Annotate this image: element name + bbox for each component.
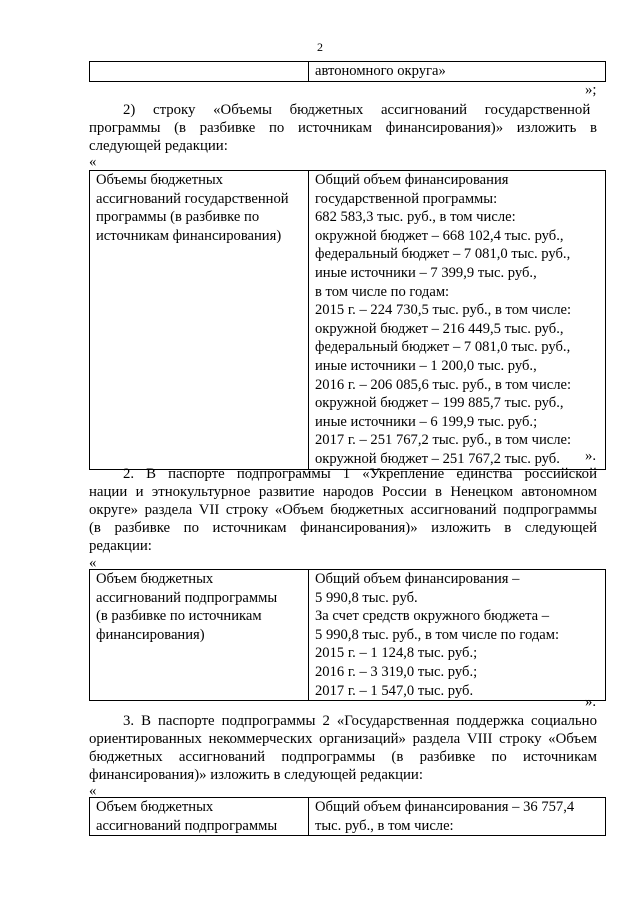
- table2-left-line: ассигнований подпрограммы: [96, 589, 278, 606]
- table1-right-line: федеральный бюджет – 7 081,0 тыс. руб.,: [315, 246, 571, 263]
- table2-left-line: Объем бюджетных: [96, 571, 214, 587]
- table2-left-line: (в разбивке по источникам: [96, 608, 262, 625]
- table1-right-line: 2015 г. – 224 730,5 тыс. руб., в том числе:: [315, 302, 572, 319]
- table1-right-line: 2017 г. – 251 767,2 тыс. руб., в том числе:: [315, 432, 572, 449]
- para3-line-1: 3. В паспорте подпрограммы 2 «Государственная поддержка социально: [123, 713, 597, 729]
- table2-left-cell: [90, 570, 309, 701]
- table3-left-line: Объем бюджетных: [96, 799, 214, 815]
- table1-right-line: окружной бюджет – 251 767,2 тыс. руб.: [315, 450, 560, 467]
- table1-right-line: окружной бюджет – 199 885,7 тыс. руб.,: [315, 395, 564, 412]
- table1-right-line: иные источники – 6 199,9 тыс. руб.;: [315, 413, 538, 430]
- para3-line-2: ориентированных некоммерческих организаций» раздела VIII строку «Объем: [89, 731, 597, 747]
- para2-line-5: редакции:: [89, 538, 152, 554]
- table1-left-line: источникам финансирования): [96, 227, 282, 244]
- para1-line-2: программы (в разбивке по источникам финансирования)» изложить в: [89, 120, 597, 136]
- table3: [89, 797, 606, 836]
- para3-line-3: бюджетных ассигнований подпрограммы (в разбивке по источникам: [89, 749, 597, 765]
- table1-left-line: программы (в разбивке по: [96, 209, 260, 226]
- table1-right-line: окружной бюджет – 668 102,4 тыс. руб.,: [315, 227, 564, 244]
- table1-right-cell: [309, 171, 606, 470]
- table1-close-quote: ».: [585, 448, 597, 464]
- table1-right-line: иные источники – 7 399,9 тыс. руб.,: [315, 264, 537, 281]
- para1-line-3: следующей редакции:: [89, 138, 228, 154]
- table1-right-line: в том числе по годам:: [315, 283, 450, 300]
- top-table-right-text: автономного округа»: [315, 63, 446, 79]
- table1-right-line: государственной программы:: [315, 190, 498, 207]
- para2-line-3: округе» раздела VII строку «Объем бюджетных ассигнований подпрограммы: [89, 502, 597, 518]
- para2-line-4: (в разбивке по источникам финансирования)» изложить в следующей: [89, 520, 597, 536]
- para2-open-quote: «: [89, 555, 97, 571]
- table2-right-line: Общий объем финансирования –: [315, 571, 520, 587]
- page-number: 2: [317, 40, 323, 54]
- para3-open-quote: «: [89, 783, 97, 799]
- para2-line-1: 2. В паспорте подпрограммы 1 «Укрепление единства российской: [123, 466, 597, 482]
- para2-line-2: нации и этнокультурное развитие народов России в Ненецком автономном: [89, 484, 597, 500]
- top-table-close-quote: »;: [585, 82, 597, 98]
- top-table-right-cell: [309, 62, 606, 82]
- para3-line-4: финансирования)» изложить в следующей редакции:: [89, 767, 423, 783]
- table1-left-cell: [90, 171, 309, 470]
- table1-left-line: ассигнований государственной: [96, 190, 289, 207]
- table1-right-line: 682 583,3 тыс. руб., в том числе:: [315, 209, 516, 226]
- table1: [89, 170, 606, 470]
- table2-left-line: финансирования): [96, 626, 205, 643]
- table3-right-cell: [309, 798, 606, 836]
- table3-right-line: тыс. руб., в том числе:: [315, 817, 454, 834]
- table2-right-line: 5 990,8 тыс. руб.: [315, 589, 418, 606]
- top-table-fragment: [89, 61, 606, 82]
- table1-right-line: 2016 г. – 206 085,6 тыс. руб., в том числе:: [315, 376, 572, 393]
- table1-left-line: Объемы бюджетных: [96, 172, 223, 188]
- table2-right-line: 5 990,8 тыс. руб., в том числе по годам:: [315, 626, 560, 643]
- para1-line-1: 2) строку «Объемы бюджетных ассигнований государственной: [123, 102, 591, 118]
- table2-right-line: 2016 г. – 3 319,0 тыс. руб.;: [315, 663, 478, 680]
- table2: [89, 569, 606, 701]
- table1-right-line: Общий объем финансирования: [315, 172, 509, 188]
- top-table-left-cell: [90, 62, 309, 82]
- table3-right-line: Общий объем финансирования – 36 757,4: [315, 799, 575, 815]
- table2-right-line: За счет средств окружного бюджета –: [315, 608, 550, 625]
- table1-right-line: окружной бюджет – 216 449,5 тыс. руб.,: [315, 320, 564, 337]
- para1-open-quote: «: [89, 154, 97, 170]
- table3-left-line: ассигнований подпрограммы: [96, 817, 278, 834]
- table1-right-line: федеральный бюджет – 7 081,0 тыс. руб.,: [315, 339, 571, 356]
- table2-close-quote: ».: [585, 694, 597, 710]
- table2-right-cell: [309, 570, 606, 701]
- table2-right-line: 2017 г. – 1 547,0 тыс. руб.: [315, 682, 474, 699]
- table2-right-line: 2015 г. – 1 124,8 тыс. руб.;: [315, 645, 478, 662]
- table1-right-line: иные источники – 1 200,0 тыс. руб.,: [315, 357, 537, 374]
- table3-left-cell: [90, 798, 309, 836]
